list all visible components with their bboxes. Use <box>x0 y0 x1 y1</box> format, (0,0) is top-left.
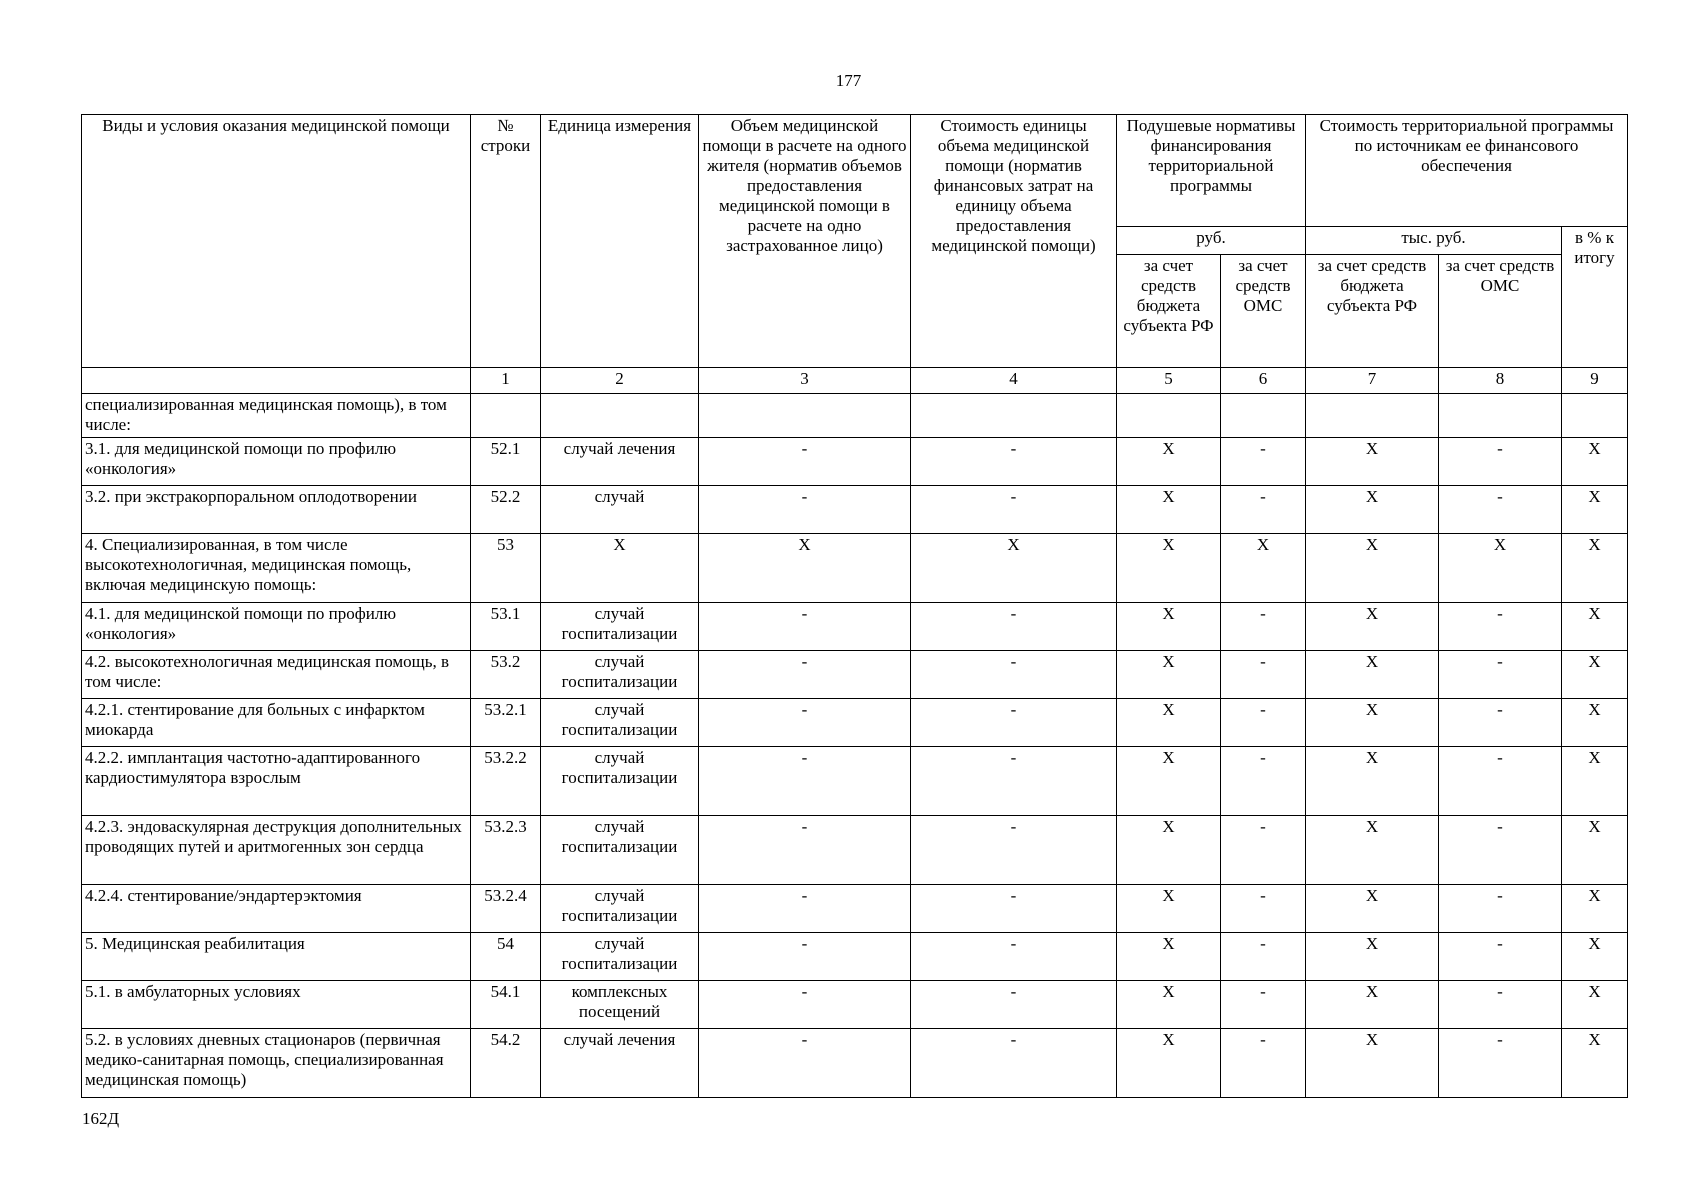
row-name-cell: 4.2.2. имплантация частотно-адаптированного кардиостимулятора взрослым <box>82 747 471 816</box>
row-value-cell: - <box>699 816 911 885</box>
header-volume: Объем медицинской помощи в расчете на одного жителя (норматив объемов предоставления медицинской помощи в расчете на одно застрахованное лицо) <box>699 115 911 368</box>
row-value-cell: - <box>1439 603 1562 651</box>
row-name-cell: 4.1. для медицинской помощи по профилю «онкология» <box>82 603 471 651</box>
column-number: 1 <box>471 368 541 394</box>
row-value-cell: - <box>699 603 911 651</box>
header-row-number: № строки <box>471 115 541 368</box>
column-number-row <box>82 368 1628 394</box>
table-row <box>82 651 1628 699</box>
row-value-cell: - <box>699 438 911 486</box>
row-unit-cell <box>541 394 699 438</box>
row-value-cell: - <box>1439 1029 1562 1098</box>
row-unit-cell: случай госпитализации <box>541 699 699 747</box>
row-value-cell: X <box>1306 651 1439 699</box>
row-value-cell: X <box>1117 1029 1221 1098</box>
row-value-cell: - <box>1221 486 1306 534</box>
row-value-cell: - <box>699 699 911 747</box>
column-number: 7 <box>1306 368 1439 394</box>
column-number: 5 <box>1117 368 1221 394</box>
row-name-cell: 4.2.3. эндоваскулярная деструкция дополнительных проводящих путей и аритмогенных зон сердца <box>82 816 471 885</box>
row-value-cell: - <box>1221 885 1306 933</box>
header-rub: руб. <box>1117 227 1306 255</box>
table-row <box>82 981 1628 1029</box>
column-number: 8 <box>1439 368 1562 394</box>
row-value-cell: - <box>1439 933 1562 981</box>
row-unit-cell: случай госпитализации <box>541 747 699 816</box>
row-value-cell: X <box>1117 486 1221 534</box>
row-value-cell: X <box>1117 534 1221 603</box>
row-name-cell: 4.2.4. стентирование/эндартерэктомия <box>82 885 471 933</box>
row-value-cell: - <box>911 699 1117 747</box>
header-oms-rub: за счет средств ОМС <box>1221 255 1306 368</box>
row-value-cell: X <box>1562 981 1628 1029</box>
row-number-cell: 53 <box>471 534 541 603</box>
table-body <box>82 394 1628 1098</box>
row-value-cell <box>911 394 1117 438</box>
row-value-cell: - <box>911 486 1117 534</box>
row-value-cell: X <box>1562 651 1628 699</box>
header-kind: Виды и условия оказания медицинской помощи <box>82 115 471 368</box>
row-value-cell: X <box>1117 438 1221 486</box>
header-unit-cost: Стоимость единицы объема медицинской помощи (норматив финансовых затрат на единицу объема предоставления медицинской помощи) <box>911 115 1117 368</box>
row-value-cell: X <box>1306 747 1439 816</box>
row-number-cell: 53.2.2 <box>471 747 541 816</box>
row-value-cell: - <box>699 933 911 981</box>
table-row <box>82 394 1628 438</box>
row-number-cell: 53.2.3 <box>471 816 541 885</box>
row-value-cell: X <box>1562 747 1628 816</box>
row-number-cell: 53.1 <box>471 603 541 651</box>
row-value-cell: X <box>1562 438 1628 486</box>
row-value-cell: X <box>1306 885 1439 933</box>
row-name-cell: 5.1. в амбулаторных условиях <box>82 981 471 1029</box>
row-value-cell: X <box>1306 486 1439 534</box>
row-value-cell: X <box>1117 933 1221 981</box>
row-value-cell <box>1117 394 1221 438</box>
row-value-cell: - <box>1221 747 1306 816</box>
row-value-cell: - <box>1439 438 1562 486</box>
row-value-cell: X <box>1306 1029 1439 1098</box>
column-number: 2 <box>541 368 699 394</box>
row-number-cell: 54.1 <box>471 981 541 1029</box>
row-value-cell: - <box>1439 747 1562 816</box>
header-percent-total: в % к итогу <box>1562 227 1628 368</box>
row-value-cell: - <box>699 885 911 933</box>
row-value-cell: X <box>1306 699 1439 747</box>
row-value-cell: X <box>1306 933 1439 981</box>
row-value-cell: - <box>1221 933 1306 981</box>
row-value-cell: - <box>1439 981 1562 1029</box>
row-value-cell: - <box>1221 438 1306 486</box>
table-row <box>82 438 1628 486</box>
row-value-cell: - <box>1439 816 1562 885</box>
row-value-cell: X <box>1117 651 1221 699</box>
row-unit-cell: X <box>541 534 699 603</box>
row-name-cell: 4.2. высокотехнологичная медицинская помощь, в том числе: <box>82 651 471 699</box>
row-value-cell: - <box>911 747 1117 816</box>
row-value-cell: X <box>1117 603 1221 651</box>
row-value-cell: - <box>911 651 1117 699</box>
row-value-cell: - <box>1221 603 1306 651</box>
footer-code: 162Д <box>82 1109 120 1128</box>
table-row <box>82 486 1628 534</box>
table-row <box>82 816 1628 885</box>
header-budget-rf-thous: за счет средств бюджета субъекта РФ <box>1306 255 1439 368</box>
row-name-cell: специализированная медицинская помощь), в том числе: <box>82 394 471 438</box>
column-number: 3 <box>699 368 911 394</box>
row-value-cell: - <box>911 885 1117 933</box>
row-name-cell: 5.2. в условиях дневных стационаров (первичная медико-санитарная помощь, специализированная медицинская помощь) <box>82 1029 471 1098</box>
row-unit-cell: комплексных посещений <box>541 981 699 1029</box>
row-value-cell: - <box>699 981 911 1029</box>
row-value-cell: - <box>1439 885 1562 933</box>
row-name-cell: 5. Медицинская реабилитация <box>82 933 471 981</box>
row-unit-cell: случай госпитализации <box>541 651 699 699</box>
row-value-cell: - <box>1221 1029 1306 1098</box>
row-unit-cell: случай госпитализации <box>541 816 699 885</box>
row-unit-cell: случай лечения <box>541 438 699 486</box>
column-number: 4 <box>911 368 1117 394</box>
page-number: 177 <box>835 71 862 90</box>
row-value-cell: - <box>1221 816 1306 885</box>
header-budget-rf-rub: за счет средств бюджета субъекта РФ <box>1117 255 1221 368</box>
row-value-cell: X <box>1562 534 1628 603</box>
row-value-cell: X <box>1306 981 1439 1029</box>
row-number-cell: 54 <box>471 933 541 981</box>
row-number-cell: 52.1 <box>471 438 541 486</box>
row-number-cell: 54.2 <box>471 1029 541 1098</box>
row-value-cell: X <box>1562 486 1628 534</box>
row-value-cell: - <box>699 651 911 699</box>
header-row-1 <box>82 115 1628 227</box>
row-value-cell: - <box>1221 699 1306 747</box>
row-value-cell: X <box>1117 699 1221 747</box>
row-value-cell: - <box>911 603 1117 651</box>
row-unit-cell: случай лечения <box>541 1029 699 1098</box>
table-row <box>82 1029 1628 1098</box>
row-number-cell <box>471 394 541 438</box>
header-program-cost: Стоимость территориальной программы по источникам ее финансового обеспечения <box>1306 115 1628 227</box>
row-value-cell <box>1221 394 1306 438</box>
row-value-cell: - <box>1439 486 1562 534</box>
row-value-cell: X <box>699 534 911 603</box>
row-value-cell <box>1306 394 1439 438</box>
row-number-cell: 53.2.4 <box>471 885 541 933</box>
row-value-cell: X <box>1306 534 1439 603</box>
row-value-cell: X <box>1117 885 1221 933</box>
header-unit: Единица измерения <box>541 115 699 368</box>
row-value-cell: - <box>911 981 1117 1029</box>
row-value-cell: X <box>1562 699 1628 747</box>
row-value-cell: X <box>1562 933 1628 981</box>
row-unit-cell: случай госпитализации <box>541 885 699 933</box>
row-number-cell: 53.2 <box>471 651 541 699</box>
row-value-cell <box>1439 394 1562 438</box>
column-number: 9 <box>1562 368 1628 394</box>
row-value-cell: X <box>1117 816 1221 885</box>
row-name-cell: 4.2.1. стентирование для больных с инфарктом миокарда <box>82 699 471 747</box>
row-value-cell: X <box>1439 534 1562 603</box>
column-number-blank <box>82 368 471 394</box>
table-row <box>82 885 1628 933</box>
row-value-cell: - <box>699 1029 911 1098</box>
table-row <box>82 603 1628 651</box>
row-value-cell: - <box>1221 981 1306 1029</box>
table-row <box>82 699 1628 747</box>
row-value-cell: X <box>911 534 1117 603</box>
row-value-cell <box>699 394 911 438</box>
row-value-cell <box>1562 394 1628 438</box>
row-unit-cell: случай госпитализации <box>541 933 699 981</box>
row-value-cell: - <box>911 1029 1117 1098</box>
row-value-cell: - <box>911 438 1117 486</box>
row-value-cell: - <box>1221 651 1306 699</box>
header-thous-rub: тыс. руб. <box>1306 227 1562 255</box>
row-value-cell: X <box>1117 747 1221 816</box>
header-oms-thous: за счет средств ОМС <box>1439 255 1562 368</box>
row-value-cell: X <box>1562 603 1628 651</box>
column-number: 6 <box>1221 368 1306 394</box>
row-unit-cell: случай госпитализации <box>541 603 699 651</box>
row-name-cell: 3.2. при экстракорпоральном оплодотворении <box>82 486 471 534</box>
row-value-cell: X <box>1221 534 1306 603</box>
row-value-cell: - <box>911 816 1117 885</box>
row-value-cell: - <box>1439 651 1562 699</box>
row-value-cell: X <box>1562 885 1628 933</box>
row-value-cell: - <box>1439 699 1562 747</box>
medical-care-table <box>81 114 1628 1098</box>
row-value-cell: - <box>699 486 911 534</box>
row-value-cell: X <box>1562 816 1628 885</box>
table-row <box>82 534 1628 603</box>
row-name-cell: 3.1. для медицинской помощи по профилю «онкология» <box>82 438 471 486</box>
table-row <box>82 747 1628 816</box>
row-value-cell: X <box>1306 816 1439 885</box>
row-number-cell: 53.2.1 <box>471 699 541 747</box>
header-per-capita: Подушевые нормативы финансирования территориальной программы <box>1117 115 1306 227</box>
row-value-cell: X <box>1306 438 1439 486</box>
row-number-cell: 52.2 <box>471 486 541 534</box>
row-value-cell: - <box>699 747 911 816</box>
row-unit-cell: случай <box>541 486 699 534</box>
table-row <box>82 933 1628 981</box>
row-value-cell: - <box>911 933 1117 981</box>
row-name-cell: 4. Специализированная, в том числе высокотехнологичная, медицинская помощь, включая медицинскую помощь: <box>82 534 471 603</box>
row-value-cell: X <box>1117 981 1221 1029</box>
row-value-cell: X <box>1306 603 1439 651</box>
row-value-cell: X <box>1562 1029 1628 1098</box>
